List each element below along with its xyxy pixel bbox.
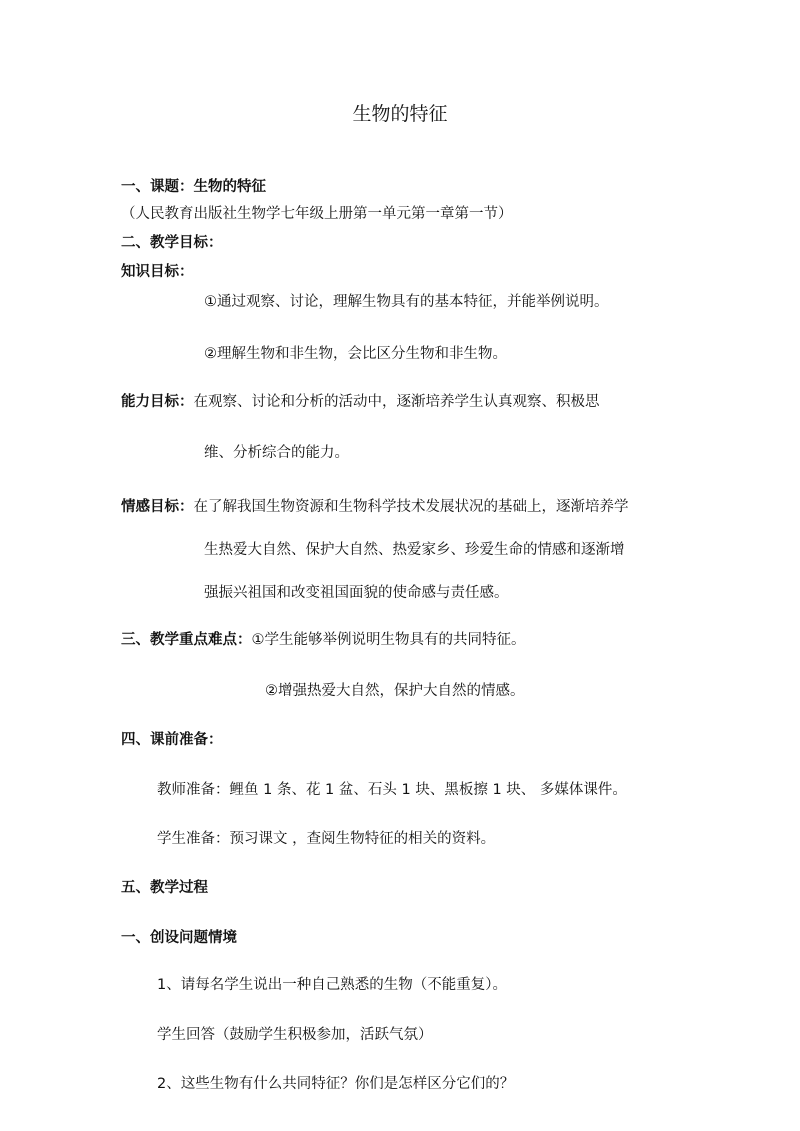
question-2: 2、这些生物有什么共同特征？你们是怎样区分它们的？ xyxy=(157,1076,515,1092)
section-3 xyxy=(121,630,526,650)
section-4-heading: 四、课前准备： xyxy=(121,732,223,748)
emotion-goal-text-2: 生热爱大自然、保护大自然、热爱家乡、珍爱生命的情感和逐渐增 xyxy=(204,542,625,558)
page-title: 生物的特征 xyxy=(352,103,448,125)
knowledge-goal-1: ①通过观察、讨论，理解生物具有的基本特征，并能举例说明。 xyxy=(204,294,609,310)
question-1: 1、请每名学生说出一种自己熟悉的生物（不能重复）。 xyxy=(157,977,507,993)
ability-goal-text-2: 维、分析综合的能力。 xyxy=(204,445,349,461)
student-answer: 学生回答（鼓励学生积极参加，活跃气氛） xyxy=(157,1027,433,1043)
section-2-heading: 二、教学目标： xyxy=(121,235,223,251)
emotion-goal-text: 在了解我国生物资源和生物科学技术发展状况的基础上，逐渐培养学 xyxy=(193,499,629,515)
student-preparation: 学生准备：预习课文 ，查阅生物特征的相关的资料。 xyxy=(157,831,496,847)
knowledge-goal-label: 知识目标： xyxy=(121,264,194,280)
textbook-source: （人民教育出版社生物学七年级上册第一单元第一章第一节） xyxy=(121,206,513,222)
ability-goal-text: 在观察、讨论和分析的活动中，逐渐培养学生认真观察、积极思 xyxy=(193,394,600,410)
key-point-1: ①学生能够举例说明生物具有的共同特征。 xyxy=(251,632,526,648)
section-3-heading: 三、教学重点难点： xyxy=(121,632,252,648)
section-1-heading: 一、课题：生物的特征 xyxy=(121,179,266,195)
section-5-heading: 五、教学过程 xyxy=(121,880,208,896)
knowledge-goal-2: ②理解生物和非生物，会比区分生物和非生物。 xyxy=(204,346,507,362)
ability-goal-label: 能力目标： xyxy=(121,394,194,410)
emotion-goal-label: 情感目标： xyxy=(121,499,194,515)
key-point-2: ②增强热爱大自然，保护大自然的情感。 xyxy=(265,683,525,699)
teacher-preparation: 教师准备：鲤鱼 1 条、花 1 盆、石头 1 块、黑板擦 1 块、 多媒体课件。 xyxy=(157,782,627,798)
emotion-goal-text-3: 强振兴祖国和改变祖国面貌的使命感与责任感。 xyxy=(204,585,509,601)
subsection-heading: 一、创设问题情境 xyxy=(121,930,237,946)
ability-goal xyxy=(121,392,600,412)
emotion-goal xyxy=(121,497,629,517)
